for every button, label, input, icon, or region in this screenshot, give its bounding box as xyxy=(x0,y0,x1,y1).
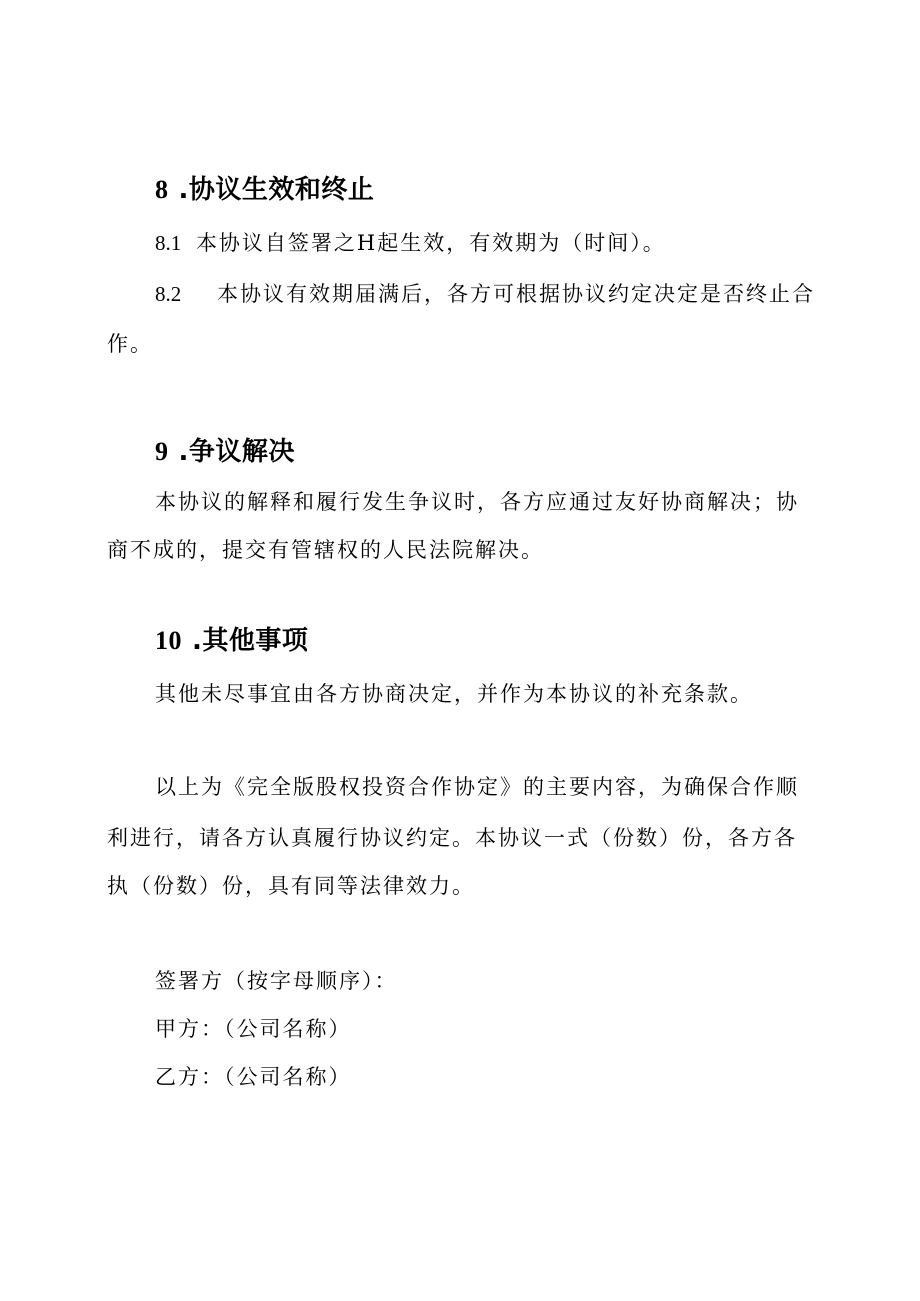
closing-paragraph-line1: 以上为《完全版股权投资合作协定》的主要内容，为确保合作顺 xyxy=(155,775,799,799)
clause-8-2-text-line1: 本协议有效期届满后，各方可根据协议约定决定是否终止合 xyxy=(217,282,815,306)
party-a-line: 甲方：（公司名称） xyxy=(155,1017,352,1041)
clause-8-1-number: 8.1 xyxy=(155,231,182,255)
section-10-heading xyxy=(155,624,308,658)
party-b-line: 乙方：（公司名称） xyxy=(155,1065,352,1089)
section-8-title: .协议生效和终止 xyxy=(178,175,375,205)
clause-8-2-text-line2: 作。 xyxy=(107,332,153,356)
section-8-heading xyxy=(155,173,374,207)
section-9-paragraph-line1: 本协议的解释和履行发生争议时，各方应通过友好协商解决；协 xyxy=(155,490,799,514)
section-9-title: .争议解决 xyxy=(178,437,295,467)
section-9-paragraph-line2: 商不成的，提交有管辖权的人民法院解决。 xyxy=(107,538,544,562)
closing-paragraph-line2: 利进行，请各方认真履行协议约定。本协议一式（份数）份，各方各 xyxy=(107,826,797,850)
section-8-number: 8 xyxy=(155,175,169,204)
clause-8-2-number: 8.2 xyxy=(155,282,182,306)
section-10-title: .其他事项 xyxy=(192,626,309,656)
clause-8-1-text: 本协议自签署之H起生效，有效期为（时间）。 xyxy=(195,231,666,255)
section-9-number: 9 xyxy=(155,437,169,466)
section-10-number: 10 xyxy=(155,626,182,655)
clause-8-2 xyxy=(155,280,820,308)
closing-paragraph-line3: 执（份数）份，具有同等法律效力。 xyxy=(107,874,475,898)
section-9-heading xyxy=(155,435,295,469)
clause-8-1 xyxy=(155,229,666,257)
section-10-paragraph-line1: 其他未尽事宜由各方协商决定，并作为本协议的补充条款。 xyxy=(155,682,753,706)
signatories-title: 签署方（按字母顺序）： xyxy=(155,969,398,993)
